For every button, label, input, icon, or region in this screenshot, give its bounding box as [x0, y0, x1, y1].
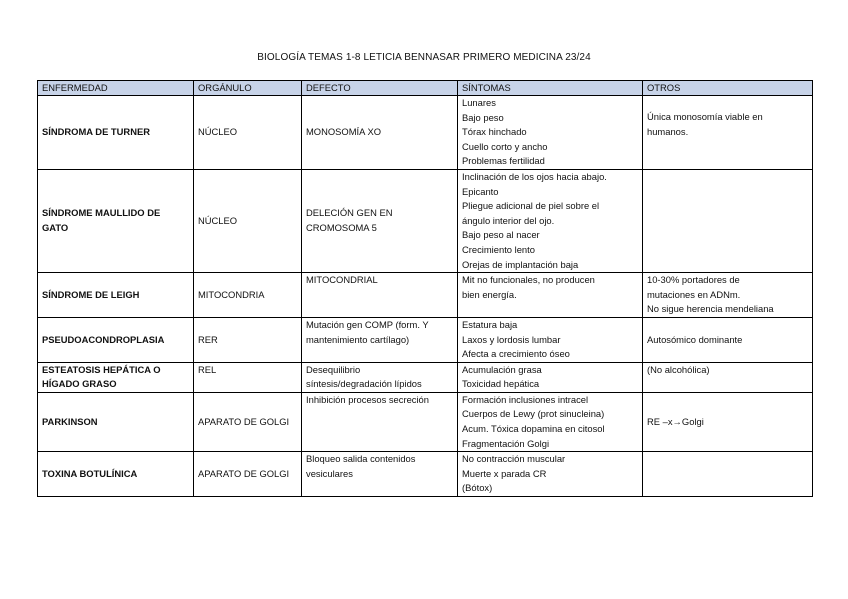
- header-organelle: ORGÁNULO: [194, 81, 302, 96]
- defect-line: Inhibición procesos secreción: [306, 393, 429, 405]
- disease-cell: [38, 96, 194, 170]
- others-cell: [643, 96, 813, 170]
- symptoms-cell: [458, 452, 643, 497]
- defect-line: mantenimiento cartílago): [306, 333, 410, 345]
- disease-cell: [38, 273, 194, 318]
- symptom-line: Lunares: [462, 97, 496, 108]
- disease-name: TOXINA BOTULÍNICA: [42, 467, 138, 479]
- symptom-line: Acum. Tóxica dopamina en citosol: [462, 423, 605, 435]
- symptom-line: Tórax hinchado: [462, 126, 527, 138]
- defect-line: MONOSOMÍA XO: [306, 126, 382, 138]
- symptom-line: bien energía.: [462, 288, 517, 300]
- disease-name: PARKINSON: [42, 415, 98, 427]
- symptom-line: Mit no funcionales, no producen: [462, 274, 595, 286]
- organelle-cell: APARATO DE GOLGI: [194, 452, 302, 497]
- symptoms-cell: [458, 362, 643, 392]
- diseases-table: [37, 80, 813, 497]
- symptom-line: Formación inclusiones intracel: [462, 393, 589, 405]
- disease-name: GATO: [42, 222, 69, 234]
- symptom-line: ángulo interior del ojo.: [462, 214, 555, 226]
- header-disease: ENFERMEDAD: [38, 81, 194, 96]
- symptom-line: Fragmentación Golgi: [462, 437, 550, 449]
- table-row: [38, 273, 813, 318]
- others-cell: [643, 392, 813, 451]
- symptom-line: Acumulación grasa: [462, 363, 542, 375]
- table-row: [38, 392, 813, 451]
- symptom-line: Bajo peso al nacer: [462, 229, 540, 241]
- disease-name: SÍNDROME DE LEIGH: [42, 288, 140, 300]
- defect-line: MITOCONDRIAL: [306, 274, 378, 286]
- organelle-cell: NÚCLEO: [194, 169, 302, 272]
- symptoms-cell: [458, 273, 643, 318]
- table-row: [38, 96, 813, 170]
- symptom-line: Afecta a crecimiento óseo: [462, 348, 570, 360]
- disease-cell: [38, 452, 194, 497]
- others-cell: [643, 452, 813, 497]
- others-line: Autosómico dominante: [647, 333, 743, 345]
- others-line: (No alcohólica): [647, 363, 710, 375]
- disease-name: HÍGADO GRASO: [42, 378, 117, 390]
- organelle-cell: RER: [194, 317, 302, 362]
- others-cell: [643, 317, 813, 362]
- symptom-line: Crecimiento lento: [462, 243, 535, 255]
- document-title: BIOLOGÍA TEMAS 1-8 LETICIA BENNASAR PRIMERO MEDICINA 23/24: [257, 52, 591, 63]
- header-others: OTROS: [643, 81, 813, 96]
- symptom-line: Pliegue adicional de piel sobre el: [462, 200, 600, 212]
- header-row: [38, 81, 813, 96]
- header-defect: DEFECTO: [302, 81, 458, 96]
- organelle-cell: APARATO DE GOLGI: [194, 392, 302, 451]
- header-symptoms: SÍNTOMAS: [458, 81, 643, 96]
- table-row: [38, 317, 813, 362]
- symptom-line: Estatura baja: [462, 318, 518, 330]
- defect-line: vesiculares: [306, 467, 353, 479]
- others-line: RE –x→Golgi: [647, 415, 704, 427]
- symptom-line: Cuello corto y ancho: [462, 140, 548, 152]
- table-row: [38, 452, 813, 497]
- symptom-line: Muerte x parada CR: [462, 467, 547, 479]
- disease-cell: [38, 362, 194, 392]
- others-line: Única monosomía viable en: [647, 111, 763, 122]
- others-line: mutaciones en ADNm.: [647, 288, 741, 300]
- symptom-line: Cuerpos de Lewy (prot sinucleina): [462, 408, 605, 420]
- symptom-line: Laxos y lordosis lumbar: [462, 333, 561, 345]
- defect-cell: [302, 317, 458, 362]
- defect-cell: [302, 362, 458, 392]
- defect-line: DELECIÓN GEN EN: [306, 207, 393, 219]
- defect-cell: [302, 452, 458, 497]
- organelle-cell: NÚCLEO: [194, 96, 302, 170]
- defect-line: CROMOSOMA 5: [306, 222, 377, 234]
- symptom-line: No contracción muscular: [462, 453, 566, 465]
- defect-line: síntesis/degradación lípidos: [306, 378, 422, 390]
- defect-line: Mutación gen COMP (form. Y: [306, 318, 429, 330]
- symptoms-cell: [458, 317, 643, 362]
- organelle-cell: REL: [194, 362, 302, 392]
- defect-line: Desequilibrio: [306, 363, 361, 375]
- others-cell: [643, 362, 813, 392]
- symptoms-cell: [458, 392, 643, 451]
- symptom-line: Orejas de implantación baja: [462, 258, 579, 270]
- table-row: [38, 362, 813, 392]
- symptom-line: Bajo peso: [462, 111, 504, 123]
- defect-line: Bloqueo salida contenidos: [306, 453, 416, 465]
- disease-name: ESTEATOSIS HEPÁTICA O: [42, 363, 161, 375]
- others-cell: [643, 273, 813, 318]
- others-line: 10-30% portadores de: [647, 274, 740, 286]
- others-cell: [643, 169, 813, 272]
- symptom-line: Toxicidad hepática: [462, 378, 540, 390]
- defect-cell: [302, 96, 458, 170]
- table-row: [38, 169, 813, 272]
- defect-cell: [302, 169, 458, 272]
- others-line: No sigue herencia mendeliana: [647, 303, 774, 315]
- disease-name: PSEUDOACONDROPLASIA: [42, 333, 165, 345]
- organelle-cell: MITOCONDRIA: [194, 273, 302, 318]
- defect-cell: [302, 392, 458, 451]
- symptoms-cell: [458, 169, 643, 272]
- symptom-line: Problemas fertilidad: [462, 155, 545, 167]
- disease-cell: [38, 392, 194, 451]
- disease-cell: [38, 317, 194, 362]
- disease-cell: [38, 169, 194, 272]
- symptom-line: Epicanto: [462, 185, 499, 197]
- symptom-line: Inclinación de los ojos hacia abajo.: [462, 170, 607, 182]
- disease-name: SÍNDROMA DE TURNER: [42, 126, 150, 138]
- symptom-line: (Bótox): [462, 482, 493, 494]
- symptoms-cell: [458, 96, 643, 170]
- disease-name: SÍNDROME MAULLIDO DE: [42, 207, 161, 219]
- others-line: humanos.: [647, 125, 689, 137]
- defect-cell: [302, 273, 458, 318]
